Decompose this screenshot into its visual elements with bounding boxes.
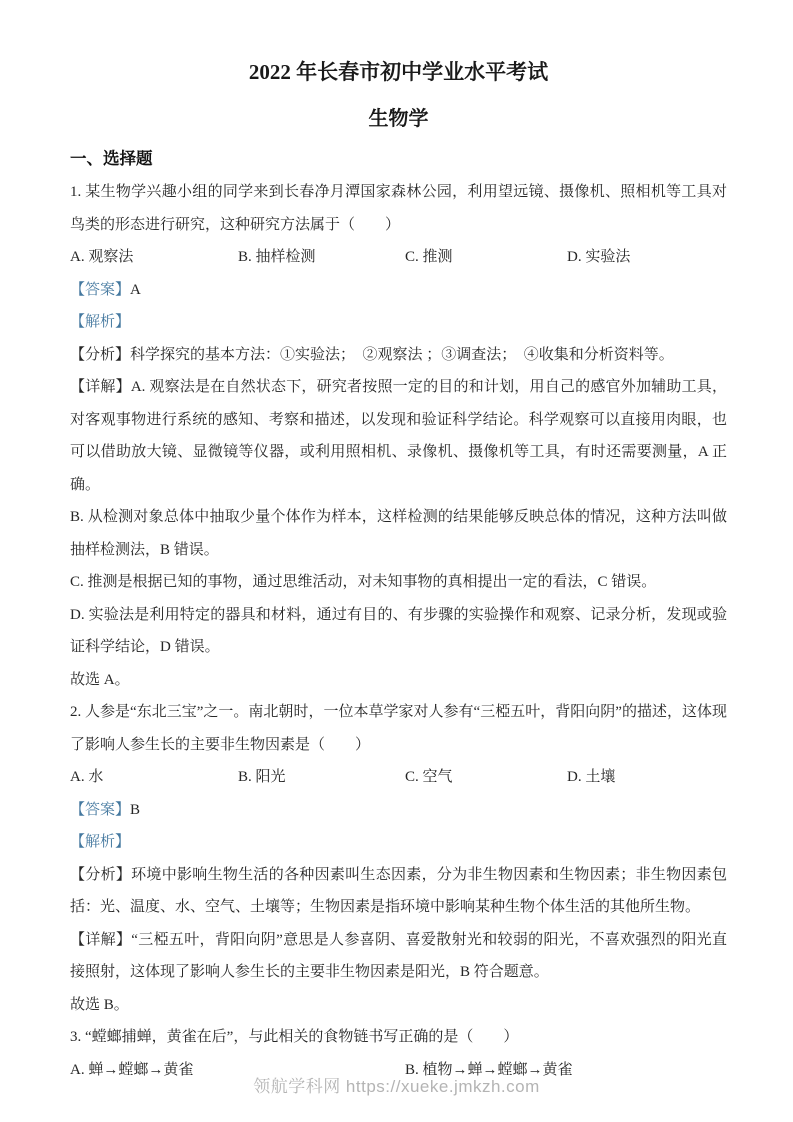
question-2-detail: 【详解】“三椏五叶，背阳向阴”意思是人参喜阴、喜爱散射光和较弱的阳光，不喜欢强烈的阳光直接照射，这体现了影响人参生长的主要非生物因素是阳光，B 符合题意。: [70, 931, 727, 980]
question-2-analysis: 【分析】环境中影响生物生活的各种因素叫生态因素，分为非生物因素和生物因素；非生物因素包括：光、温度、水、空气、土壤等；生物因素是指环境中影响某种生物个体生活的其他所生物。: [70, 866, 727, 915]
question-1-option-c: C. 推测: [405, 249, 453, 265]
question-1-detail-c: C. 推测是根据已知的事物，通过思维活动，对未知事物的真相提出一定的看法，C 错误。: [70, 574, 657, 590]
question-2-conclusion: 故选 B。: [70, 996, 129, 1013]
question-3-option-a: A. 蝉→螳螂→黄雀: [70, 1061, 194, 1078]
question-2-explanation-line: [70, 826, 727, 859]
question-1-option-a: A. 观察法: [70, 249, 134, 265]
question-1-analysis: 【分析】科学探究的基本方法：①实验法； ②观察法 ；③调查法； ④收集和分析资料等。: [70, 346, 674, 363]
page-title: 2022 年长春市初中学业水平考试: [248, 60, 549, 84]
question-2-answer-line: [70, 794, 727, 827]
question-1-detail-a: 【详解】A. 观察法是在自然状态下，研究者按照一定的目的和计划，用自己的感官外加辅助工具，对客观事物进行系统的感知、考察和描述，以发现和验证科学结论。科学观察可以直接用肉眼，也可以借助放大镜、显微镜等仪器，或利用照相机、录像机、摄像机等工具，有时还需要测量，A 正确。: [70, 379, 727, 493]
question-3-stem: 3. “螳螂捕蝉，黄雀在后”，与此相关的食物链书写正确的是（ ）: [70, 1029, 519, 1045]
question-1-options: [70, 241, 727, 274]
question-1-detail-d: D. 实验法是利用特定的器具和材料，通过有目的、有步骤的实验操作和观察、记录分析，发现或验证科学结论，D 错误。: [70, 606, 727, 655]
question-2-option-a: A. 水: [70, 769, 104, 785]
page-subtitle: 生物学: [368, 108, 429, 130]
question-2-options: [70, 761, 727, 794]
answer-tag: 【答案】: [70, 801, 131, 818]
explanation-tag: 【解析】: [70, 834, 131, 850]
question-1-detail-b: B. 从检测对象总体中抽取少量个体作为样本，这样检测的结果能够反映总体的情况，这种方法叫做抽样检测法，B 错误。: [70, 509, 727, 558]
explanation-tag: 【解析】: [70, 314, 131, 330]
question-2-answer-value: B: [130, 801, 141, 818]
question-1-option-b: B. 抽样检测: [238, 249, 316, 265]
question-2-option-b: B. 阳光: [238, 769, 286, 785]
question-1-answer-line: [70, 274, 727, 307]
question-1-option-d: D. 实验法: [567, 249, 631, 265]
question-2-stem: 2. 人参是“东北三宝”之一。南北朝时，一位本草学家对人参有“三椏五叶，背阳向阴”的描述，这体现了影响人参生长的主要非生物因素是（ ）: [70, 704, 727, 753]
section-heading-choice: 一、选择题: [70, 149, 153, 168]
question-1-answer-value: A: [130, 281, 141, 298]
exam-document: [70, 58, 727, 1086]
question-1-conclusion: 故选 A。: [70, 671, 130, 688]
question-2-option-c: C. 空气: [405, 769, 453, 785]
answer-tag: 【答案】: [70, 281, 131, 298]
watermark: 领航学科网 https://xueke.jmkzh.com: [253, 1077, 540, 1096]
question-1-stem: 1. 某生物学兴趣小组的同学来到长春净月潭国家森林公园，利用望远镜、摄像机、照相机等工具对鸟类的形态进行研究，这种研究方法属于（ ）: [70, 184, 727, 233]
question-1-explanation-line: [70, 306, 727, 339]
question-3-option-b: B. 植物→蝉→螳螂→黄雀: [405, 1061, 573, 1078]
question-2-option-d: D. 土壤: [567, 769, 616, 785]
